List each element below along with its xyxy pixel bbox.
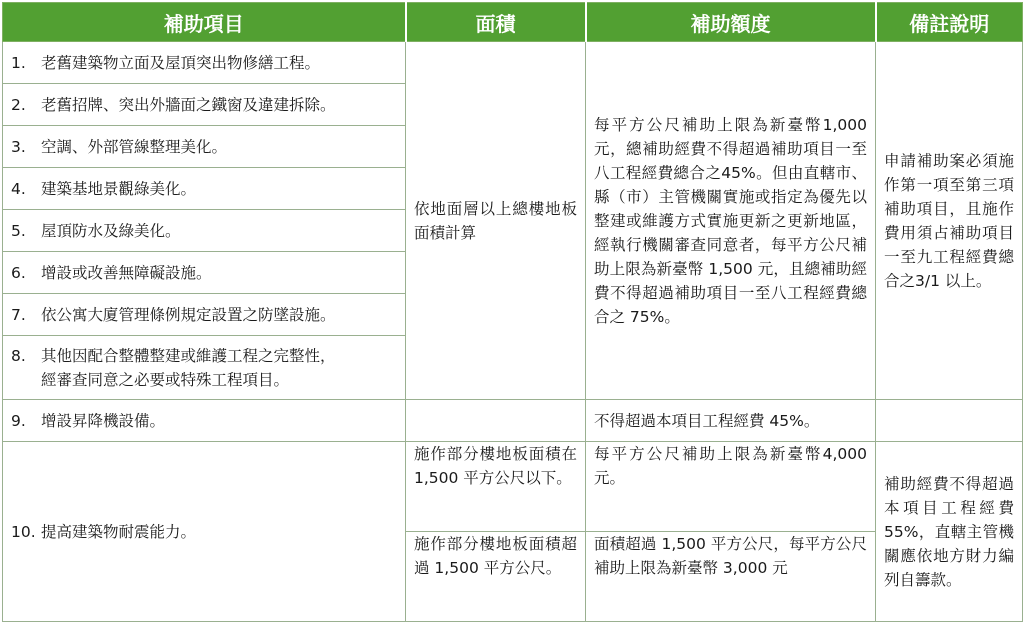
group1-note-cell: 申請補助案必須施作第一項至第三項補助項目，且施作費用須占補助項目一至九工程經費總合之3/1 以上。 <box>876 42 1023 400</box>
group2-area-cell <box>406 400 586 442</box>
item-cell <box>3 252 406 294</box>
header-item: 補助項目 <box>3 3 406 42</box>
header-area: 面積 <box>406 3 586 42</box>
item-cell <box>3 168 406 210</box>
item-number: 9. <box>11 411 26 430</box>
item-text: 空調、外部管線整理美化。 <box>41 137 228 156</box>
group1-area-cell: 依地面層以上總樓地板面積計算 <box>406 42 586 400</box>
group3-area-cell: 施作部分樓地板面積在 1,500 平方公尺以下。 <box>406 442 586 532</box>
item-number: 4. <box>11 179 26 198</box>
item-text-continuation: 經審查同意之必要或特殊工程項目。 <box>41 370 290 389</box>
item-cell <box>3 126 406 168</box>
subsidy-table-wrapper <box>2 2 1022 640</box>
item-cell <box>3 336 406 400</box>
item-text: 老舊招牌、突出外牆面之鐵窗及違建拆除。 <box>41 95 336 114</box>
group3-area-cell: 施作部分樓地板面積超過 1,500 平方公尺。 <box>406 532 586 622</box>
header-row <box>3 3 1023 42</box>
item-number: 3. <box>11 137 26 156</box>
item-text: 老舊建築物立面及屋頂突出物修繕工程。 <box>41 53 321 72</box>
header-amount: 補助額度 <box>586 3 876 42</box>
header-note: 備註說明 <box>876 3 1023 42</box>
item-number: 1. <box>11 53 26 72</box>
item-number: 7. <box>11 305 26 324</box>
item-cell <box>3 42 406 84</box>
group3-note-cell: 補助經費不得超過本項目工程經費 55%，直轄主管機關應依地方財力編列自籌款。 <box>876 442 1023 622</box>
item-text: 提高建築物耐震能力。 <box>41 522 197 541</box>
group2-note-cell <box>876 400 1023 442</box>
item-number: 6. <box>11 263 26 282</box>
item-text: 屋頂防水及綠美化。 <box>41 221 181 240</box>
item-text: 建築基地景觀綠美化。 <box>41 179 197 198</box>
table-row <box>3 442 1023 532</box>
group1-amount-cell: 每平方公尺補助上限為新臺幣1,000 元，總補助經費不得超過補助項目一至八工程經費總合之45%。但由直轄市、縣（市）主管機關實施或指定為優先以整建或維護方式實施更新之更新地區，經執行機關審查同意者，每平方公尺補助上限為新臺幣 1,500 元，且總補助經費不得超過補助項目一至八工程經費總合之 75%。 <box>586 42 876 400</box>
table-row <box>3 42 1023 84</box>
item-text: 依公寓大廈管理條例規定設置之防墜設施。 <box>41 305 336 324</box>
item-cell <box>3 210 406 252</box>
item-text: 增設昇降機設備。 <box>41 411 166 430</box>
item-number: 10. <box>11 522 36 541</box>
item-cell <box>3 84 406 126</box>
table-row <box>3 400 1023 442</box>
subsidy-table <box>2 2 1023 622</box>
group2-amount-cell: 不得超過本項目工程經費 45%。 <box>586 400 876 442</box>
item-cell <box>3 294 406 336</box>
item-number: 5. <box>11 221 26 240</box>
item-cell <box>3 442 406 622</box>
item-text: 其他因配合整體整建或維護工程之完整性， <box>41 346 336 365</box>
item-text: 增設或改善無障礙設施。 <box>41 263 212 282</box>
item-number: 8. <box>11 346 26 365</box>
group3-amount-cell: 面積超過 1,500 平方公尺，每平方公尺補助上限為新臺幣 3,000 元 <box>586 532 876 622</box>
group3-amount-cell: 每平方公尺補助上限為新臺幣4,000 元。 <box>586 442 876 532</box>
item-cell <box>3 400 406 442</box>
item-number: 2. <box>11 95 26 114</box>
